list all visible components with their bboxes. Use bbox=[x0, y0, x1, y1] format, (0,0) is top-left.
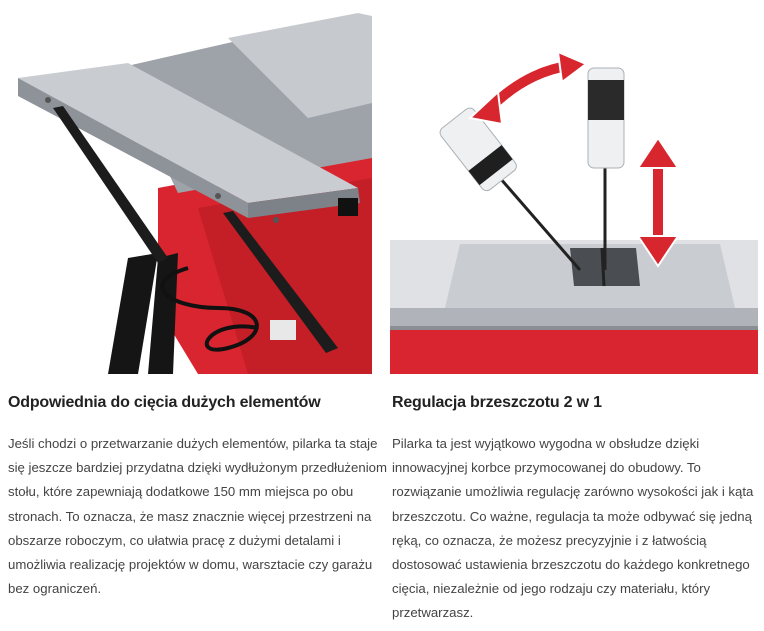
description-line: dostosować ustawienia brzeszczotu do każdego konkretnego bbox=[392, 557, 750, 573]
feature-title: Odpowiednia do cięcia dużych elementów bbox=[8, 394, 321, 411]
description-line: bez ograniczeń. bbox=[8, 581, 102, 597]
description-line: stronach. To oznacza, że masz znacznie więcej przestrzeni na bbox=[8, 508, 372, 524]
feature-description bbox=[392, 432, 752, 626]
description-line: przetwarzasz. bbox=[392, 605, 474, 621]
description-line: innowacyjnej korbce przymocowanej do obudowy. To bbox=[392, 460, 701, 476]
description-line: Jeśli chodzi o przetwarzanie dużych elementów, pilarka ta staje bbox=[8, 436, 378, 451]
description-line: umożliwia realizację projektów w domu, warsztacie czy garażu bbox=[8, 557, 373, 573]
feature-title: Regulacja brzeszczotu 2 w 1 bbox=[392, 394, 602, 411]
blade-adjustment-illustration bbox=[390, 8, 758, 374]
feature-description bbox=[8, 432, 387, 601]
description-line: ręką, co oznacza, że możesz precyzyjnie i z łatwością bbox=[392, 532, 707, 548]
description-line: cięcia, niezależnie od jego rodzaju czy materiału, który bbox=[392, 581, 711, 597]
description-line: obszarze roboczym, co ułatwia pracę z dużymi detalami i bbox=[8, 532, 341, 548]
blade-adjustment-photo bbox=[390, 8, 758, 374]
description-line: brzeszczotu. Co ważne, regulacja ta może odbywać się jedną bbox=[392, 508, 752, 524]
table-extension-photo bbox=[8, 8, 372, 374]
description-line: się jeszcze bardziej przydatna dzięki wydłużonym przedłużeniom bbox=[8, 460, 387, 476]
description-line: stołu, które zapewniają dodatkowe 150 mm miejsca po obu bbox=[8, 484, 354, 500]
description-line: rozwiązanie umożliwia regulację zarówno wysokości jak i kąta bbox=[392, 484, 754, 500]
table-extension-illustration bbox=[8, 8, 372, 374]
description-line: Pilarka ta jest wyjątkowo wygodna w obsłudze dzięki bbox=[392, 436, 700, 451]
